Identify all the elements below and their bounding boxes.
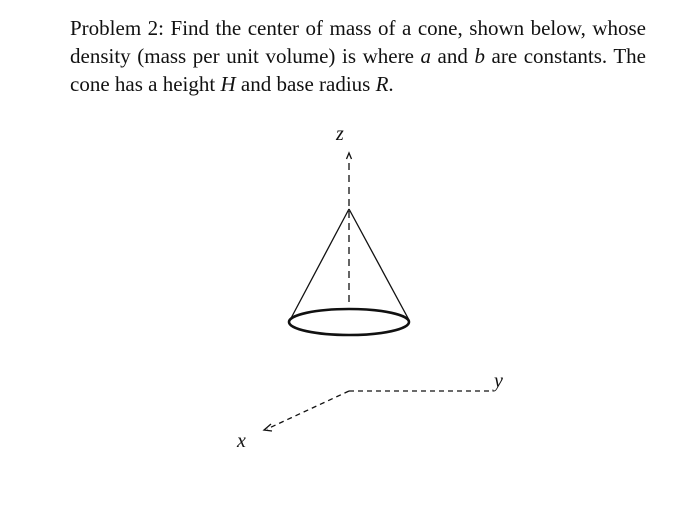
problem-text-part-3: are constants. The cone has a height <box>70 44 646 96</box>
cone-right-side <box>349 209 409 320</box>
problem-text-part-4: and base radius <box>235 72 376 96</box>
problem-text-part-1: Find the center of mass of a cone, shown below, whose density (mass per unit volume) is where <box>70 16 646 68</box>
y-axis-label: y <box>494 370 503 392</box>
z-axis-arrow-icon <box>347 153 352 159</box>
z-axis-label: z <box>336 123 344 145</box>
variable-h: H <box>220 72 236 96</box>
x-axis <box>267 391 349 429</box>
problem-text-part-2: and <box>430 44 475 68</box>
problem-heading: Problem 2: <box>70 16 165 40</box>
cone-left-side <box>289 209 349 322</box>
cone-base <box>289 309 409 335</box>
variable-a: a <box>420 44 431 68</box>
variable-b: b <box>474 44 485 68</box>
x-axis-label: x <box>237 430 246 452</box>
variable-r: R <box>375 72 389 96</box>
problem-text-part-5: . <box>388 72 394 96</box>
x-axis-arrow-icon <box>264 424 272 431</box>
